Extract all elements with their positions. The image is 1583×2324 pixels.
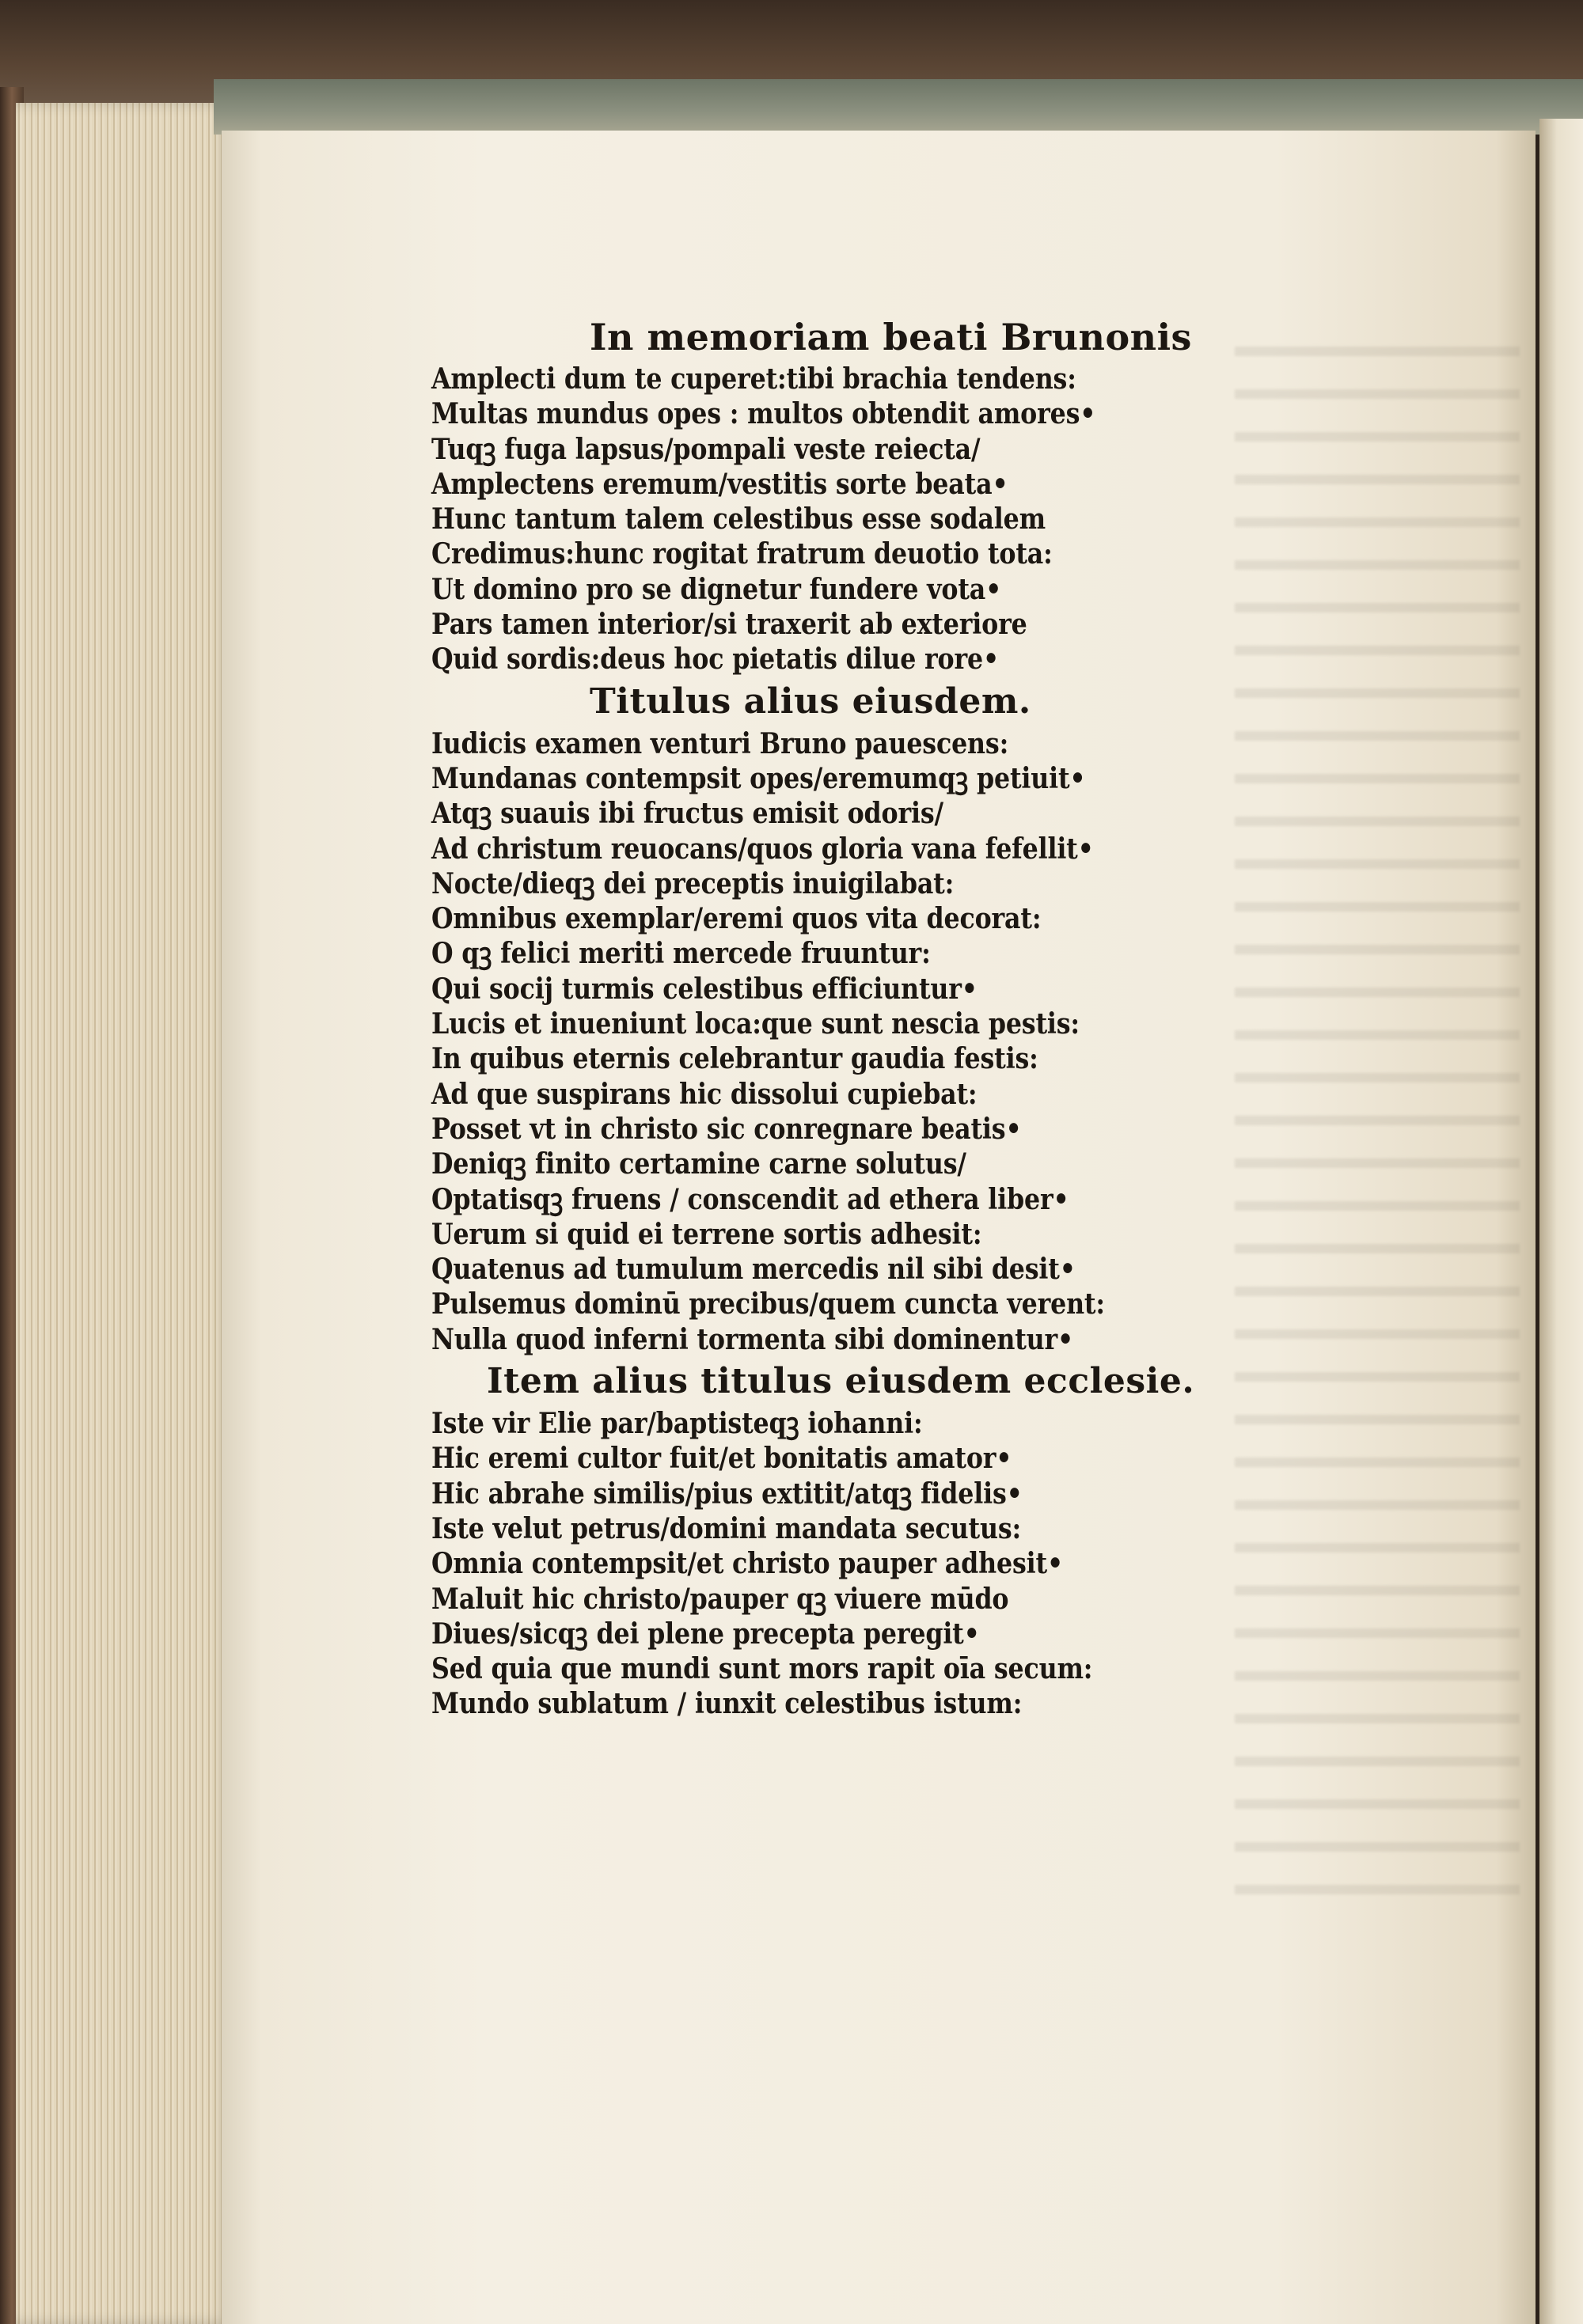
verse-line: Iste velut petrus/domini mandata secutus: [431, 1511, 1022, 1545]
verse-line: Quatenus ad tumulum mercedis nil sibi desit• [431, 1253, 1076, 1287]
verse-line: Uerum si quid ei terrene sortis adhesit: [431, 1217, 982, 1251]
verse-line: Maluit hic christo/pauper qꝫ viuere mūdo [431, 1582, 1009, 1616]
verse-line: Mundo sublatum / iunxit celestibus istum: [431, 1687, 1023, 1721]
verse-line: Amplecti dum te cuperet:tibi brachia tendens: [431, 362, 1076, 396]
text-block [431, 313, 1247, 1722]
heading-in-memoriam: In memoriam beati Brunonis [590, 316, 1192, 358]
verse-line: O qꝫ felici meriti mercede fruuntur: [431, 937, 931, 971]
verse-line: Qui socij turmis celestibus efficiuntur• [431, 972, 978, 1006]
verse-line: Multas mundus opes : multos obtendit amores• [431, 397, 1096, 431]
show-through-text [1235, 317, 1520, 1899]
verse-line: Atqꝫ suauis ibi fructus emisit odoris/ [431, 797, 943, 831]
verse-line: In quibus eternis celebrantur gaudia festis: [431, 1042, 1038, 1076]
verse-line: Nocte/dieqꝫ dei preceptis inuigilabat: [431, 866, 955, 900]
verse-line: Sed quia que mundi sunt mors rapit oīa secum: [431, 1652, 1093, 1686]
verse-line: Hic eremi cultor fuit/et bonitatis amator• [431, 1442, 1012, 1476]
verse-line: Optatisqꝫ fruens / conscendit ad ethera liber• [431, 1182, 1069, 1216]
stanza-titulus-alius [431, 726, 1247, 1357]
verse-line: Lucis et inueniunt loca:que sunt nescia pestis: [431, 1007, 1080, 1041]
stanza-in-memoriam [431, 362, 1247, 677]
verse-line: Credimus:hunc rogitat fratrum deuotio tota: [431, 537, 1053, 571]
verse-line: Quid sordis:deus hoc pietatis dilue rore• [431, 643, 1000, 677]
heading-item-alius: Item alius titulus eiusdem ecclesie. [487, 1361, 1195, 1402]
page-stack-edge [16, 103, 233, 2324]
verse-line: Ad que suspirans hic dissolui cupiebat: [431, 1077, 978, 1111]
verse-line: Amplectens eremum/vestitis sorte beata• [431, 467, 1008, 501]
verse-line: Omnia contempsit/et christo pauper adhesit• [431, 1547, 1064, 1581]
verse-line: Diues/sicqꝫ dei plene precepta peregit• [431, 1617, 980, 1651]
verse-line: Pulsemus dominū precibus/quem cuncta verent: [431, 1287, 1105, 1321]
verse-line: Omnibus exemplar/eremi quos vita decorat: [431, 902, 1042, 936]
stanza-item-alius [431, 1406, 1247, 1722]
heading-titulus-alius: Titulus alius eiusdem. [590, 681, 1031, 722]
verse-line: Hic abrahe similis/pius extitit/atqꝫ fidelis• [431, 1477, 1023, 1511]
verse-line: Ad christum reuocans/quos gloria vana fefellit• [431, 832, 1094, 866]
verse-line: Tuqꝫ fuga lapsus/pompali veste reiecta/ [431, 432, 981, 466]
verse-line: Iste vir Elie par/baptisteqꝫ iohanni: [431, 1407, 923, 1441]
verse-line: Mundanas contempsit opes/eremumqꝫ petiuit• [431, 761, 1086, 795]
page-top-edge [214, 79, 1583, 135]
verse-line: Deniqꝫ finito certamine carne solutus/ [431, 1147, 966, 1181]
verse-line: Iudicis examen venturi Bruno pauescens: [431, 726, 1009, 760]
facing-page-edge [1539, 119, 1583, 2324]
verse-line: Pars tamen interior/si traxerit ab exteriore [431, 608, 1027, 642]
verse-line: Hunc tantum talem celestibus esse sodalem [431, 502, 1046, 536]
verse-line: Nulla quod inferni tormenta sibi dominentur• [431, 1322, 1074, 1356]
verse-line: Posset vt in christo sic conregnare beatis• [431, 1112, 1022, 1146]
verse-line: Ut domino pro se dignetur fundere vota• [431, 572, 1002, 606]
